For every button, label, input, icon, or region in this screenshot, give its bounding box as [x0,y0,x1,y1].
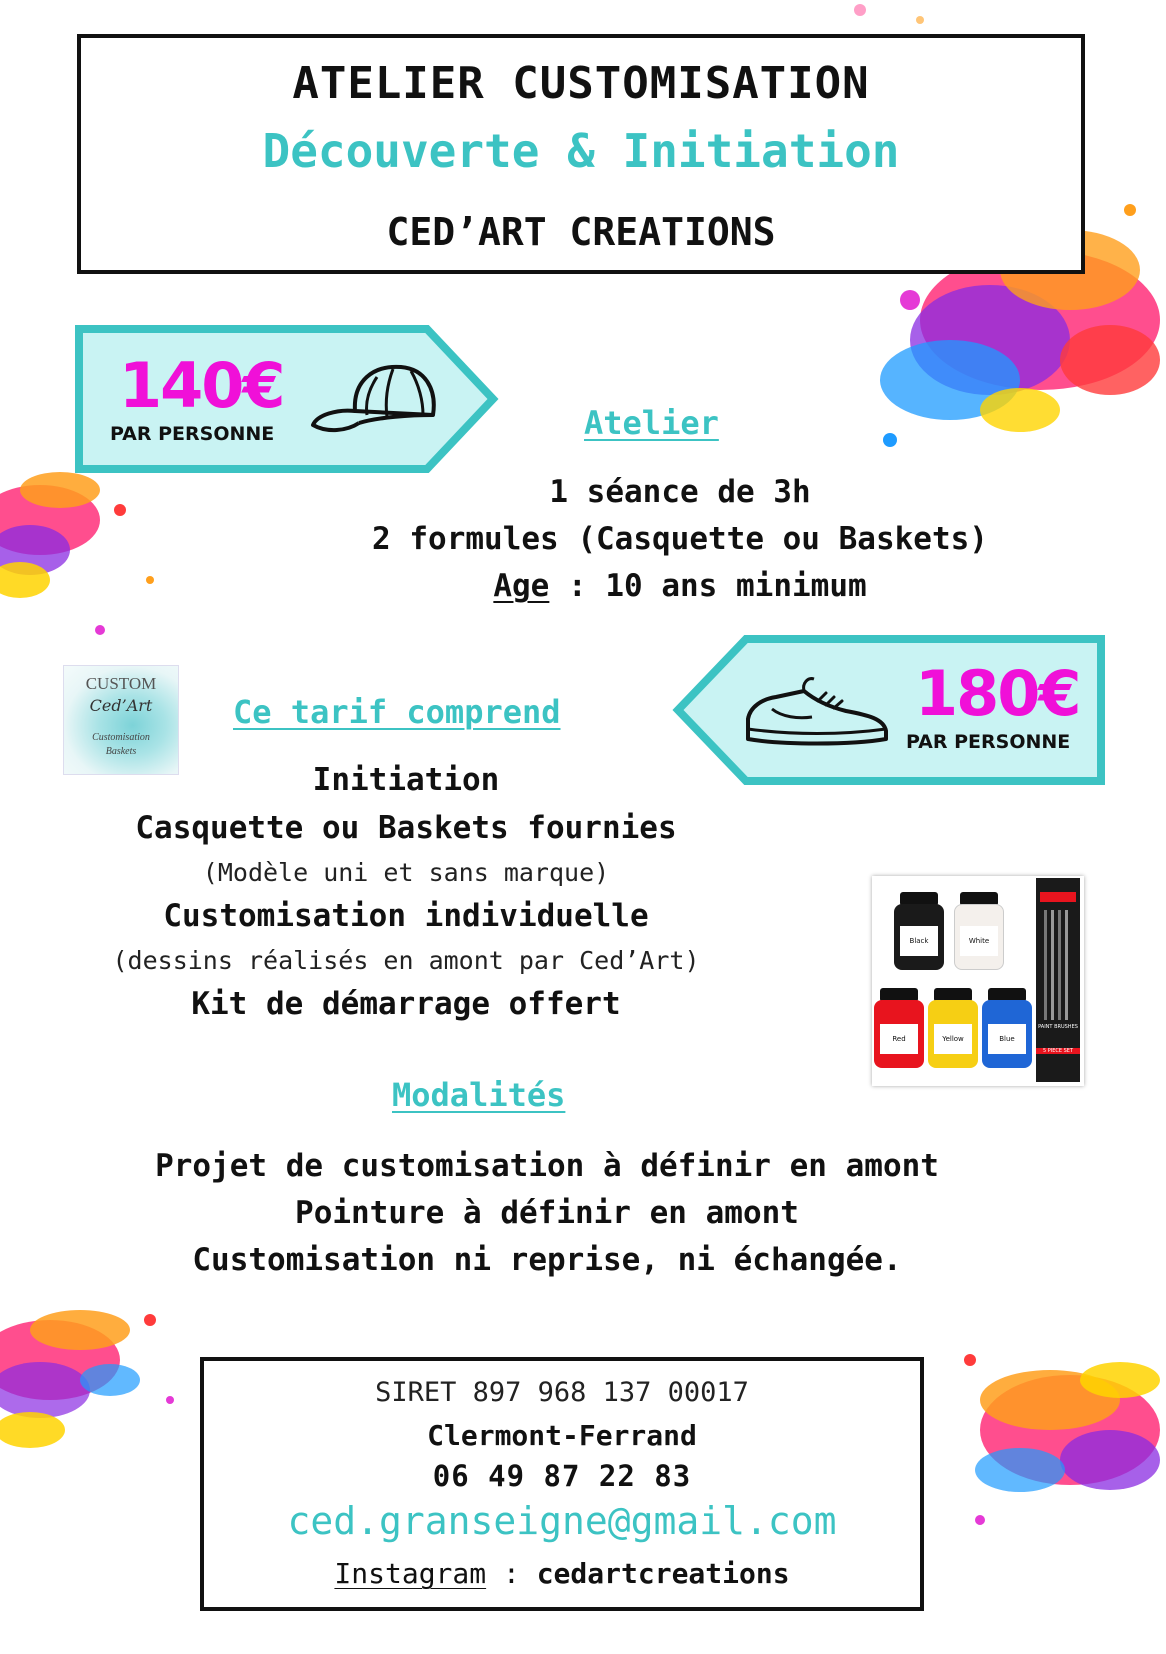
sneaker-icon [742,673,892,753]
paint-splash-bottom-left [0,1260,200,1500]
age-label: Age [493,568,550,604]
instagram-handle[interactable]: cedartcreations [536,1557,790,1590]
brush-set-pack [1036,878,1080,1082]
include-customisation: Customisation individuelle [163,898,649,934]
price-sneaker-per-person: PAR PERSONNE [906,731,1071,753]
atelier-line-2: 2 formules (Casquette ou Baskets) [372,521,988,557]
includes-heading: Ce tarif comprend [233,693,561,731]
cap-icon [307,359,442,439]
email-link[interactable]: ced.granseigne@gmail.com [287,1499,837,1543]
modalites-line-3: Customisation ni reprise, ni échangée. [192,1242,902,1278]
modalites-line-1: Projet de customisation à définir en amont [155,1148,939,1184]
instagram-separator: : [486,1557,537,1590]
logo-line-3: Customisation [92,732,150,743]
modalites-heading: Modalités [392,1076,566,1114]
siret: SIRET 897 968 137 00017 [375,1377,749,1408]
starter-kit-photo [872,876,1084,1086]
logo-line-1: CUSTOM [85,674,157,693]
price-sneaker: 180€ [915,657,1080,730]
atelier-line-1: 1 séance de 3h [549,474,811,510]
logo-line-4: Baskets [105,746,137,757]
price-cap-per-person: PAR PERSONNE [110,423,275,445]
price-tag-cap [75,325,500,473]
logo-line-2: Ced’Art [89,696,153,715]
city: Clermont-Ferrand [427,1419,697,1452]
include-customisation-note: (dessins réalisés en amont par Ced’Art) [112,946,700,975]
brand-name: CED’ART CREATIONS [386,210,776,254]
contact-box [200,1357,924,1611]
brush-pack-set-label: 5 PIECE SET [1036,1048,1080,1054]
page-subtitle: Découverte & Initiation [262,124,900,178]
include-item-supplied-note: (Modèle uni et sans marque) [202,858,610,887]
instagram-label: Instagram [334,1557,487,1590]
atelier-heading: Atelier [584,404,719,442]
page-title: ATELIER CUSTOMISATION [292,58,870,109]
modalites-line-2: Pointure à définir en amont [295,1195,799,1231]
paint-bottle-white: White [954,892,1004,970]
brush-pack-label: PAINT BRUSHES [1038,1024,1078,1030]
paint-bottle-red: Red [874,988,924,1068]
custom-cedart-logo [64,666,178,774]
price-cap: 140€ [119,349,284,422]
phone-number: 06 49 87 22 83 [432,1459,692,1493]
include-starter-kit: Kit de démarrage offert [191,986,621,1022]
paint-splash-bottom-right [920,1280,1166,1540]
paint-bottle-yellow: Yellow [928,988,978,1068]
include-initiation: Initiation [312,762,500,798]
include-item-supplied: Casquette ou Baskets fournies [135,810,677,846]
atelier-age-line [300,568,1060,604]
age-value: : 10 ans minimum [549,568,867,604]
instagram-line [204,1557,920,1590]
header-box [77,34,1085,274]
paint-bottle-black: Black [894,892,944,970]
paint-bottle-blue: Blue [982,988,1032,1068]
